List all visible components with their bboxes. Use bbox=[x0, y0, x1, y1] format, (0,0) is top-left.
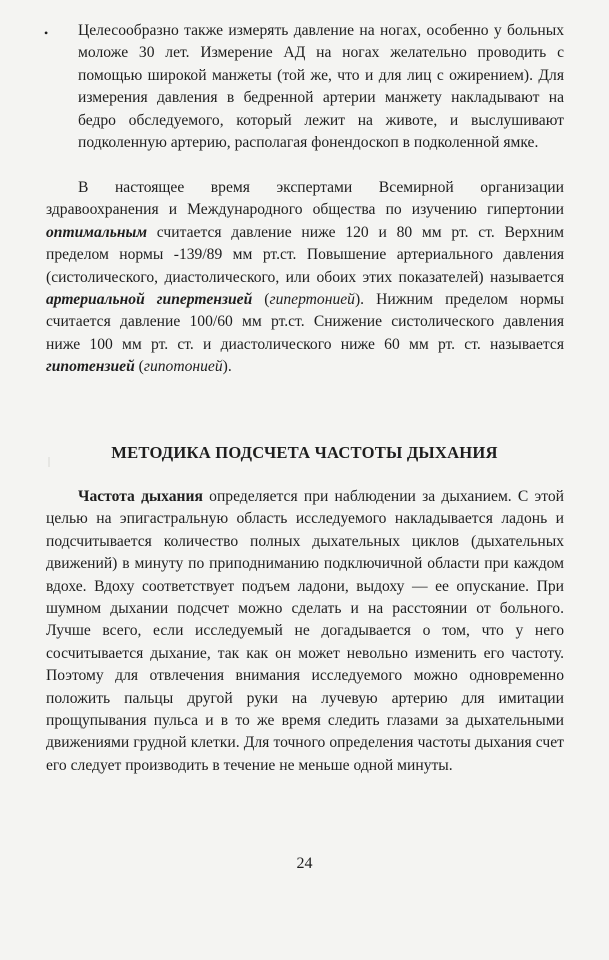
text-run: ). bbox=[222, 358, 232, 376]
paragraph-respiration-rate bbox=[46, 486, 564, 777]
bullet-marker: • bbox=[44, 26, 49, 40]
term-optimal: оптимальным bbox=[46, 223, 148, 241]
term-hypertonia: гипертонией bbox=[269, 291, 355, 309]
text-run: ( bbox=[134, 358, 144, 376]
paragraph-leg-pressure: Целесообразно также измерять давление на ногах, особенно у больных моложе 30 лет. Измерение АД на ногах желательно проводить с помощью широкой манжеты (той же, что и для лиц с ожирением). Для измерения давления в бедренной артерии манжету накладывают на бедро обследуемого, который лежит на животе, и выслушивают подколенную артерию, располагая фонендоскоп в подколенной ямке. bbox=[78, 22, 564, 152]
term-respiration-rate: Частота дыхания bbox=[78, 488, 203, 505]
section-heading: МЕТОДИКА ПОДСЧЕТА ЧАСТОТЫ ДЫХАНИЯ bbox=[111, 443, 498, 462]
scan-artifact bbox=[48, 457, 50, 467]
text-run: считается давление ниже 120 и 80 мм рт. ст. Верхним пределом нормы -139/89 мм рт.ст. Повышение артериального давления (систолического, диастолического, или обоих этих показателей) называется bbox=[46, 223, 564, 286]
text-run: В настоящее время экспертами Всемирной организации здравоохранения и Международного общества по изучению гипертонии bbox=[46, 179, 564, 219]
term-hypotension: гипотензией bbox=[46, 358, 135, 376]
text-run: ). Нижним пределом нормы считается давление 100/60 мм рт.ст. Снижение систолического давления ниже 100 мм рт. ст. и диастолического ниже 60 мм рт. ст. называется bbox=[46, 291, 565, 353]
term-arterial-hypertension: артериальной гипертензией bbox=[46, 291, 253, 309]
text-run: ( bbox=[252, 291, 270, 309]
paragraph-blood-pressure-norms bbox=[46, 177, 564, 379]
page-number: 24 bbox=[296, 855, 313, 872]
text-run: определяется при наблюдении за дыханием. С этой целью на эпигастральную область исследуемого накладывается ладонь и подсчитывается количество полных дыхательных циклов (дыхательных движений) в минуту по приподниманию подключичной области при каждом вдохе. Вдоху соответствует подъем ладони, выдоху — ее опускание. При шумном дыхании подсчет можно сделать и на расстоянии от больного. Лучше всего, если исследуемый не догадывается о том, что у него сосчитывается дыхание, так как он может невольно изменить его частоту. Поэтому для отвлечения внимания исследуемого можно одновременно положить пальцы другой руки на лучевую артерию для имитации прощупывания пульса и в то же время следить глазами за дыхательными движениями грудной клетки. Для точного определения частоты дыхания счет его следует производить в течение не меньше одной минуты. bbox=[46, 488, 564, 774]
term-hypotonia: гипотонией bbox=[143, 358, 223, 376]
